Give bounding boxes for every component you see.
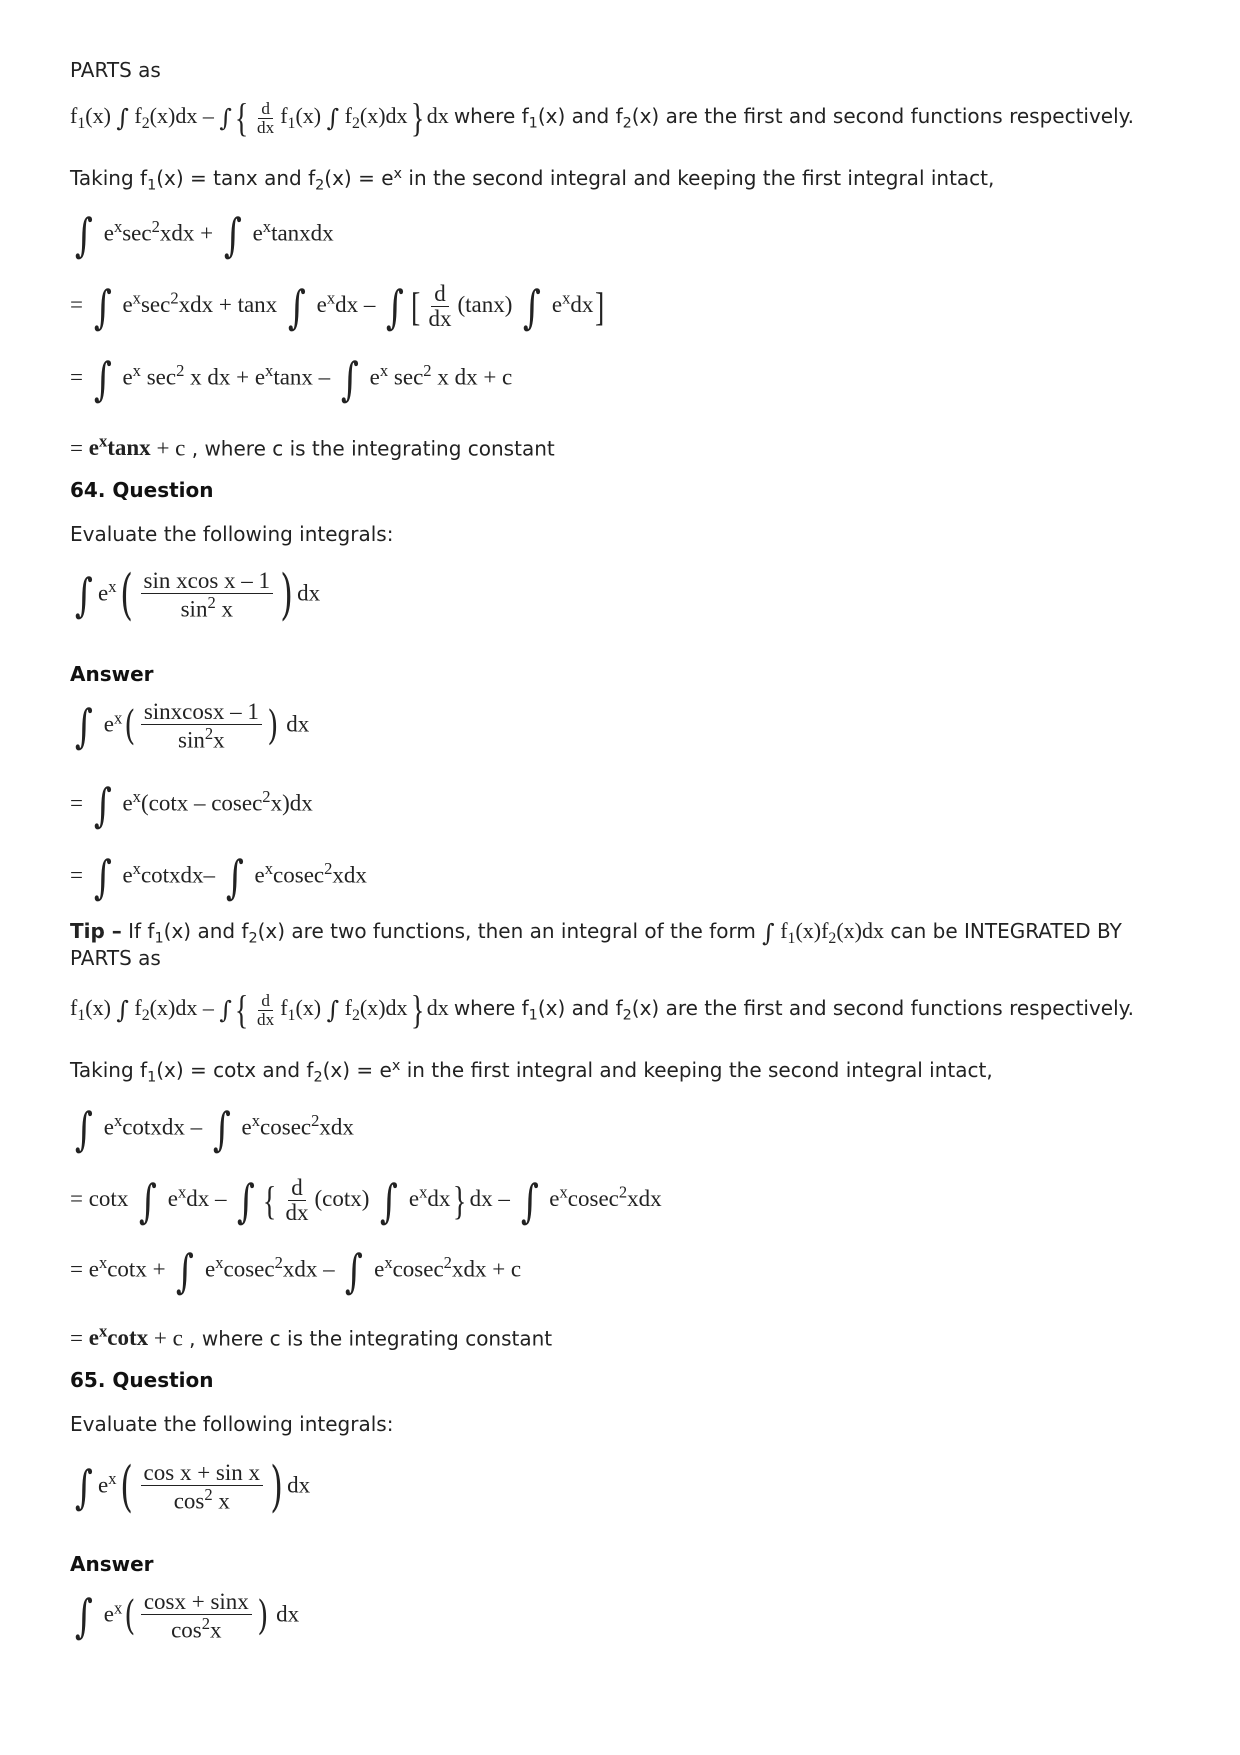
parts-as-text: PARTS as bbox=[70, 58, 161, 82]
step-parts-expansion: = ∫ $e^x\sec^2xdx + \tan x$ ∫ $e^xdx$ – ∫ [ $\frac{d}{dx}$ (tanx) ∫ $e^xdx$] bbox=[70, 279, 605, 334]
question-65-answer-heading: Answer bbox=[70, 1552, 154, 1576]
result-line-tanx: = $e^x\tan x + c$ , where c is the integrating constant bbox=[70, 432, 555, 461]
step-integral-sum: ∫ $e^x\sec^2xdx$ + ∫ $e^xtanxdx$ bbox=[74, 208, 334, 262]
answer-64-step-2: = ∫ $e^x(\cot x - cosec^2x)dx$ bbox=[70, 778, 313, 832]
parts-formula-line: $f_1(x)$ ∫ $f_2(x)dx$ – ∫{ $\frac{d}{dx}$ $f_1(x)$ ∫ $f_2(x)dx$} dx where $f_1(x)$ and $f_2(x)$ are the first and second functions respectively. bbox=[70, 95, 1135, 140]
taking-line-2: Taking $f_1(x) = \cot x$ and $f_2(x) = e^x$ in the first integral and keeping the second integral intact, bbox=[70, 1058, 993, 1086]
question-64-heading: 64. Question bbox=[70, 478, 214, 502]
question-65-integral: ∫ $e^x$( $\frac{\text{cos x + sin x}}{\cos^2 x}$ ) dx bbox=[74, 1455, 311, 1518]
result-line-cotx: = $e^x\cot x + c$ , where c is the integrating constant bbox=[70, 1322, 553, 1351]
question-64-prompt: Evaluate the following integrals: bbox=[70, 522, 394, 546]
answer-64-step-3: = ∫ $e^xcotxdx-$ ∫ $e^xcosec^2xdx$ bbox=[70, 850, 367, 904]
answer-64-step-1: ∫ $e^x$( $\frac{\text{sinxcosx – 1}}{\sin^2x}$ ) dx bbox=[74, 699, 310, 754]
answer-64-step-6: = $e^x\cot x$ + ∫ $e^xcosec^2xdx$ – ∫ $e^xcosec^2xdx + c$ bbox=[70, 1244, 522, 1298]
question-64-integral: ∫ $e^x$( $\frac{\text{sin xcos x – 1}}{\sin^2 x}$ ) dx bbox=[74, 563, 321, 626]
tip-line-2: PARTS as bbox=[70, 946, 161, 970]
answer-65-step-1: ∫ $e^x$( $\frac{\cos x + \sin x}{\cos^2x}$ ) dx bbox=[74, 1589, 300, 1644]
question-65-prompt: Evaluate the following integrals: bbox=[70, 1412, 394, 1436]
taking-line-1: Taking $f_1(x) = \tan x$ and $f_2(x) = e^x$ in the second integral and keeping the first integral intact, bbox=[70, 166, 995, 194]
step-simplified: = ∫ $e^x$ $\sec^2 x$ dx + $e^x\tan x$ – ∫ $e^x$ $\sec^2 x$ dx + c bbox=[70, 352, 513, 406]
parts-formula-line-2: $f_1(x)$ ∫ $f_2(x)dx$ – ∫{ $\frac{d}{dx}$ $f_1(x)$ ∫ $f_2(x)dx$} dx where $f_1(x)$ and $f_2(x)$ are the first and second functions respectively. bbox=[70, 987, 1135, 1032]
question-64-answer-heading: Answer bbox=[70, 662, 154, 686]
answer-64-step-4: ∫ $e^xcotxdx$ – ∫ $e^xcosec^2xdx$ bbox=[74, 1102, 354, 1156]
tip-line: Tip – If $f_1(x)$ and $f_2(x)$ are two functions, then an integral of the form ∫ $f_1(x)f_2(x)dx$ can be INTEGRATED BY bbox=[70, 918, 1122, 947]
answer-64-step-5: = cotx ∫ $e^xdx$ – ∫ { $\frac{d}{dx}$ (cotx) ∫ $e^xdx$} dx – ∫ $e^xcosec^2xdx$ bbox=[70, 1173, 662, 1228]
question-65-heading: 65. Question bbox=[70, 1368, 214, 1392]
